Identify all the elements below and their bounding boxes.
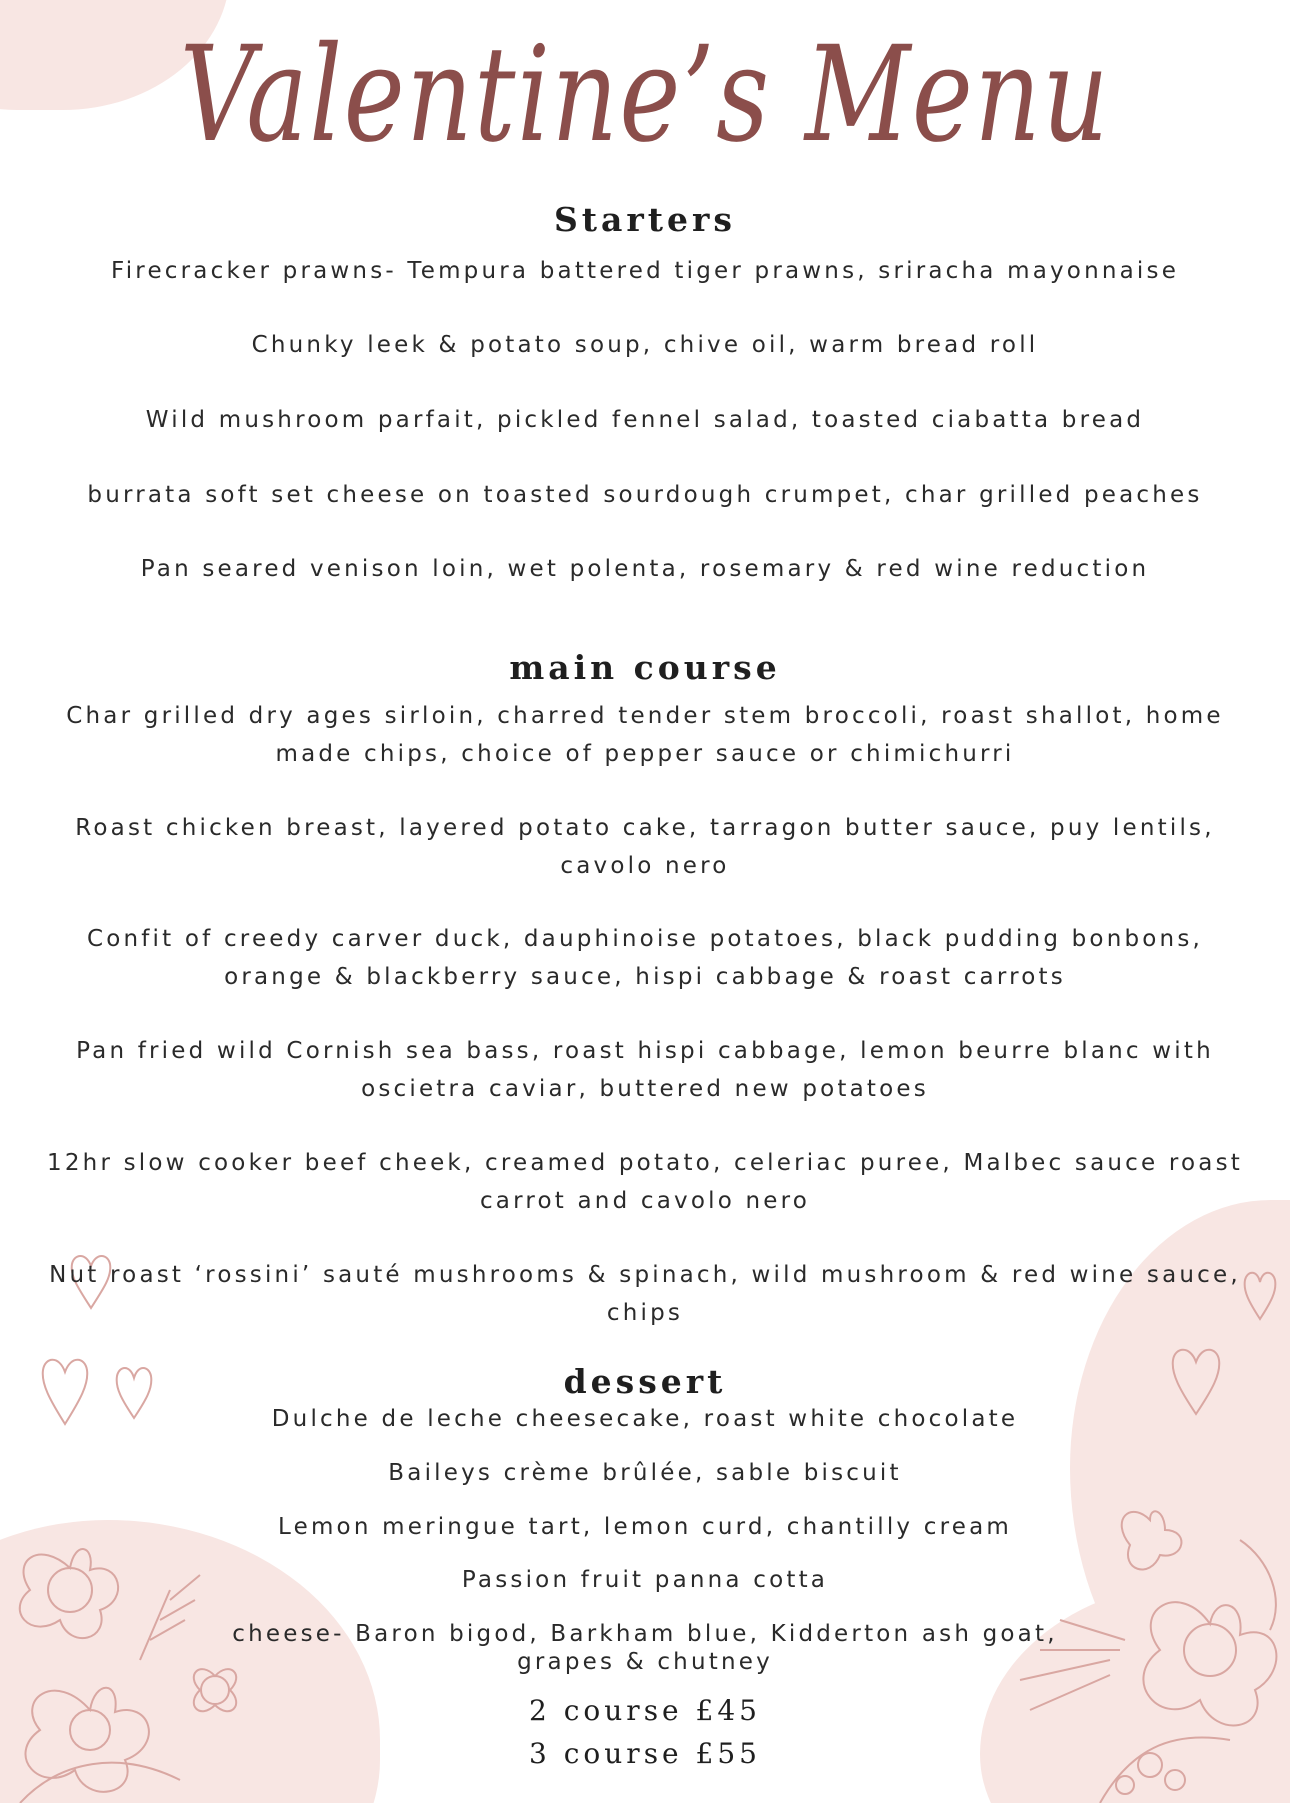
- main-course-heading: main course: [509, 648, 781, 687]
- main-course-item-line: Nut roast ‘rossini’ sauté mushrooms & spinach, wild mushroom & red wine sauce,: [49, 1262, 1241, 1288]
- starter-item: Chunky leek & potato soup, chive oil, warm bread roll: [251, 332, 1039, 358]
- main-course-item-line: oscietra caviar, buttered new potatoes: [361, 1076, 929, 1102]
- menu-title: Valentine’s Menu: [179, 18, 1111, 172]
- price-three-course: 3 course £55: [529, 1737, 761, 1770]
- main-course-item-line: chips: [606, 1300, 684, 1326]
- main-course-item-line: cavolo nero: [560, 853, 730, 879]
- price-two-course: 2 course £45: [529, 1694, 761, 1727]
- main-course-item-line: made chips, choice of pepper sauce or chimichurri: [275, 741, 1015, 767]
- starters-heading: Starters: [553, 200, 737, 239]
- starter-item: Pan seared venison loin, wet polenta, rosemary & red wine reduction: [140, 556, 1150, 582]
- main-course-item-line: 12hr slow cooker beef cheek, creamed potato, celeriac puree, Malbec sauce roast: [47, 1150, 1243, 1176]
- dessert-item-line: grapes & chutney: [517, 1649, 773, 1675]
- main-course-item-line: Pan fried wild Cornish sea bass, roast hispi cabbage, lemon beurre blanc with: [76, 1038, 1214, 1064]
- dessert-item: Baileys crème brûlée, sable biscuit: [388, 1460, 902, 1486]
- main-course-item-line: Confit of creedy carver duck, dauphinoise potatoes, black pudding bonbons,: [86, 926, 1204, 952]
- dessert-item-line: cheese- Baron bigod, Barkham blue, Kidderton ash goat,: [232, 1621, 1058, 1647]
- main-course-item-line: Roast chicken breast, layered potato cake, tarragon butter sauce, puy lentils,: [75, 815, 1215, 841]
- dessert-item: Lemon meringue tart, lemon curd, chantilly cream: [277, 1514, 1012, 1540]
- main-course-item-line: orange & blackberry sauce, hispi cabbage & roast carrots: [224, 964, 1066, 990]
- starter-item: burrata soft set cheese on toasted sourdough crumpet, char grilled peaches: [87, 482, 1203, 508]
- main-course-item-line: carrot and cavolo nero: [479, 1188, 811, 1214]
- dessert-item: Dulche de leche cheesecake, roast white chocolate: [271, 1406, 1019, 1432]
- starter-item: Firecracker prawns- Tempura battered tiger prawns, sriracha mayonnaise: [110, 258, 1180, 284]
- main-course-item-line: Char grilled dry ages sirloin, charred tender stem broccoli, roast shallot, home: [66, 703, 1224, 729]
- dessert-item: Passion fruit panna cotta: [461, 1567, 829, 1593]
- starter-item: Wild mushroom parfait, pickled fennel salad, toasted ciabatta bread: [145, 407, 1145, 433]
- dessert-heading: dessert: [563, 1362, 727, 1401]
